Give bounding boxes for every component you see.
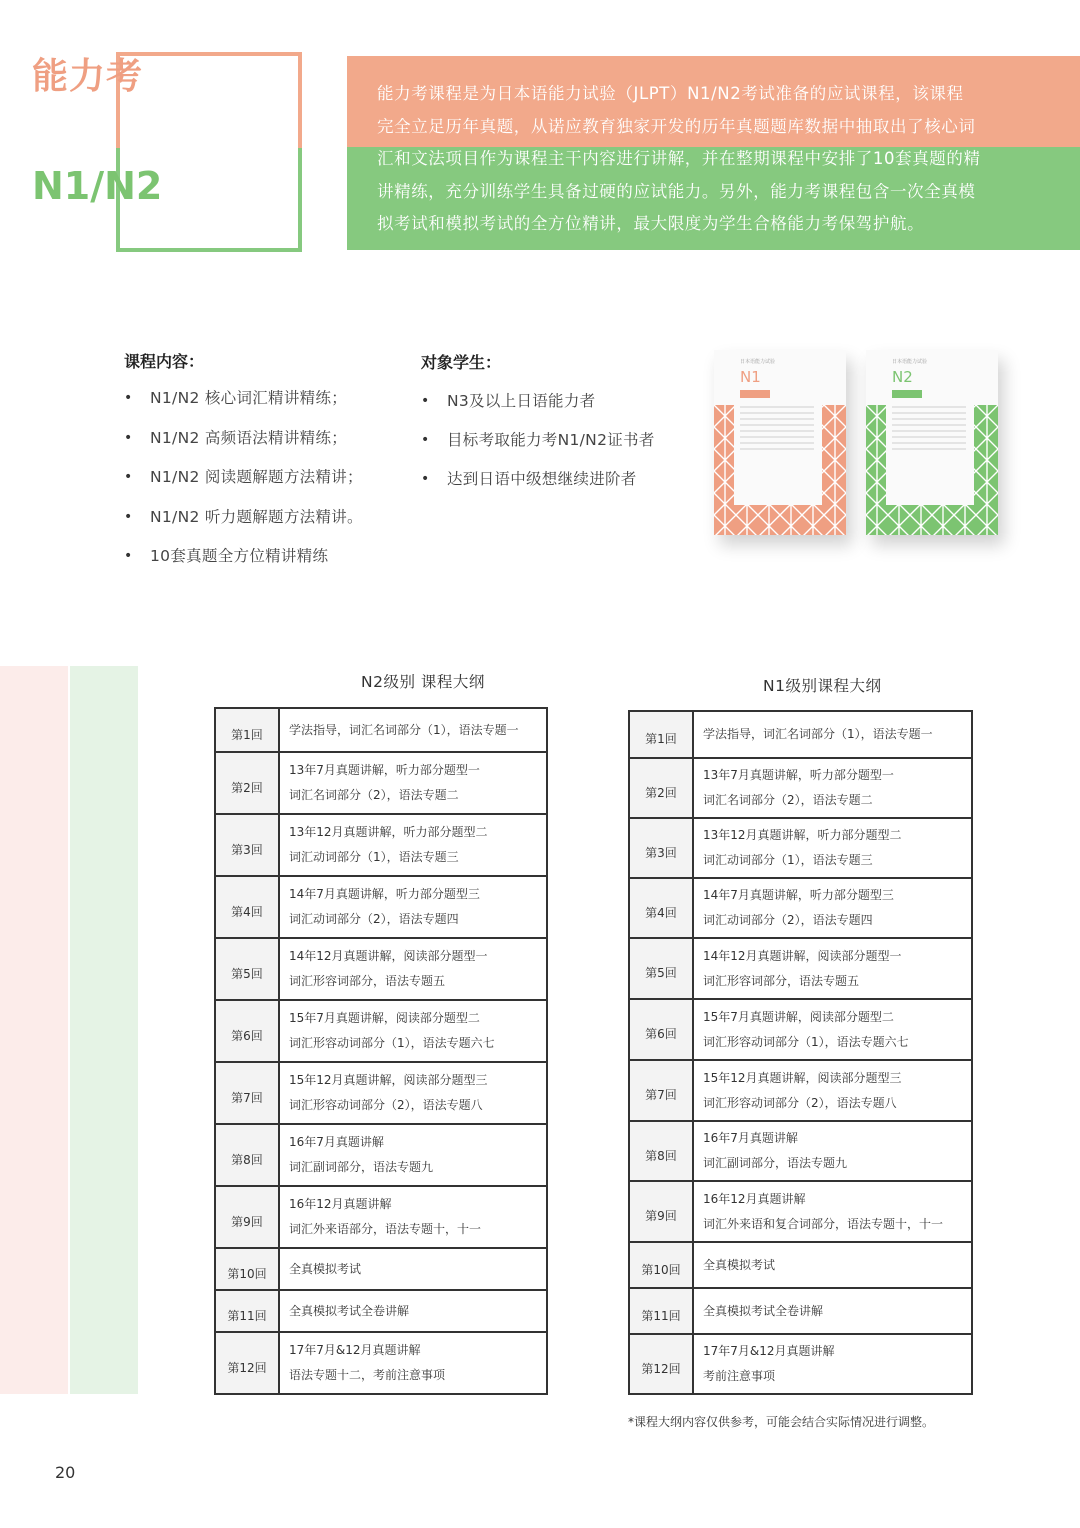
intro-paragraph [377, 78, 1037, 241]
session-description [693, 1242, 972, 1288]
book-pattern [714, 405, 846, 535]
target-students-section [421, 350, 655, 506]
target-student-item: • 达到日语中级想继续进阶者 [421, 467, 655, 506]
n1-table-title: N1级别课程大纲 [763, 677, 882, 695]
intro-line: 完全立足历年真题，从诺应教育独家开发的历年真题题库数据中抽取出了核心词 [377, 116, 976, 136]
course-content-item: • N1/N2 听力题解题方法精讲。 [124, 505, 363, 545]
n2-syllabus-table [214, 707, 548, 1395]
syllabus-row [215, 876, 547, 938]
syllabus-row [215, 1062, 547, 1124]
session-topic-line: 13年12月真题讲解，听力部分题型二 [703, 828, 902, 842]
session-number: 第9回 [629, 1181, 693, 1242]
session-topic-line: 词汇外来语和复合词部分，语法专题十，十一 [703, 1216, 944, 1231]
n1-textbook-cover: 日本语能力试验 N1 [714, 350, 846, 535]
decorative-stripe-green [70, 666, 138, 1394]
syllabus-row [629, 1060, 972, 1121]
session-topic-line: 学法指导，词汇名词部分（1），语法专题一 [289, 722, 519, 737]
session-description [279, 1186, 547, 1248]
session-description [693, 1060, 972, 1121]
syllabus-row [629, 999, 972, 1060]
n2-textbook-cover: 日本语能力试验 N2 [866, 350, 998, 535]
session-topic-line: 15年12月真题讲解，阅读部分题型三 [703, 1070, 902, 1085]
course-badge [116, 52, 302, 252]
session-topic-line: 词汇动词部分（1），语法专题三 [289, 850, 459, 864]
session-description [693, 1181, 972, 1242]
session-description [693, 711, 972, 758]
page-number: 20 [55, 1463, 76, 1482]
session-number: 第12回 [629, 1334, 693, 1394]
session-topic-line: 词汇动词部分（2），语法专题四 [703, 913, 873, 927]
session-number: 第6回 [629, 999, 693, 1060]
intro-line: 汇和文法项目作为课程主干内容进行讲解，并在整期课程中安排了10套真题的精 [377, 149, 981, 168]
session-description [693, 938, 972, 999]
textbook-covers [696, 340, 1046, 575]
syllabus-row [629, 878, 972, 938]
session-number: 第1回 [215, 708, 279, 752]
session-number: 第3回 [215, 814, 279, 876]
session-topic-line: 词汇名词部分（2），语法专题二 [289, 788, 459, 802]
course-content-item: • 10套真题全方位精讲精练 [124, 544, 363, 584]
session-number: 第5回 [215, 938, 279, 1000]
session-description [693, 758, 972, 818]
session-number: 第8回 [215, 1124, 279, 1186]
session-number: 第8回 [629, 1121, 693, 1181]
session-description [693, 878, 972, 938]
session-number: 第2回 [629, 758, 693, 818]
session-number: 第4回 [215, 876, 279, 938]
session-number: 第10回 [629, 1242, 693, 1288]
syllabus-row [629, 1121, 972, 1181]
session-topic-line: 14年12月真题讲解，阅读部分题型一 [703, 948, 902, 963]
target-students-heading: 对象学生： [421, 353, 502, 372]
session-topic-line: 词汇动词部分（1），语法专题三 [703, 853, 873, 867]
badge-subtitle: N1/N2 [32, 164, 163, 208]
session-description [279, 708, 547, 752]
syllabus-row [215, 1332, 547, 1394]
syllabus-row [215, 708, 547, 752]
session-topic-line: 14年7月真题讲解，听力部分题型三 [703, 888, 894, 902]
session-topic-line: 词汇名词部分（2），语法专题二 [703, 793, 873, 807]
session-description [693, 1334, 972, 1394]
session-topic-line: 词汇副词部分，语法专题九 [289, 1160, 434, 1174]
syllabus-row [629, 818, 972, 878]
session-topic-line: 语法专题十二，考前注意事项 [289, 1368, 446, 1382]
course-content-item: • N1/N2 高频语法精讲精练； [124, 426, 363, 466]
session-topic-line: 词汇副词部分，语法专题九 [703, 1156, 848, 1170]
decorative-stripe-pink [0, 666, 68, 1394]
session-number: 第7回 [215, 1062, 279, 1124]
session-description [279, 1290, 547, 1332]
session-topic-line: 16年12月真题讲解 [289, 1197, 392, 1211]
syllabus-row [215, 752, 547, 814]
session-description [279, 938, 547, 1000]
session-topic-line: 17年7月&12月真题讲解 [703, 1344, 835, 1358]
syllabus-row [215, 1000, 547, 1062]
session-topic-line: 词汇外来语部分，语法专题十，十一 [289, 1222, 482, 1236]
session-description [693, 999, 972, 1060]
session-topic-line: 全真模拟考试全卷讲解 [289, 1303, 410, 1318]
session-description [279, 876, 547, 938]
n1-book-label: N1 [740, 368, 761, 386]
course-content-item: • N1/N2 核心词汇精讲精练； [124, 386, 363, 426]
session-number: 第1回 [629, 711, 693, 758]
session-description [693, 818, 972, 878]
syllabus-row [629, 1334, 972, 1394]
session-topic-line: 考前注意事项 [703, 1369, 776, 1383]
session-topic-line: 15年7月真题讲解，阅读部分题型二 [703, 1009, 894, 1024]
syllabus-note: *课程大纲内容仅供参考，可能会结合实际情况进行调整。 [628, 1415, 935, 1429]
session-topic-line: 14年12月真题讲解，阅读部分题型一 [289, 949, 488, 963]
n2-table-title: N2级别 课程大纲 [361, 673, 485, 691]
session-description [693, 1121, 972, 1181]
session-topic-line: 13年12月真题讲解，听力部分题型二 [289, 825, 488, 839]
session-description [279, 1124, 547, 1186]
course-content-heading: 课程内容： [124, 352, 205, 371]
syllabus-row [629, 1181, 972, 1242]
session-topic-line: 16年12月真题讲解 [703, 1191, 806, 1206]
syllabus-row [215, 1124, 547, 1186]
target-student-item: • N3及以上日语能力者 [421, 389, 655, 428]
session-topic-line: 词汇形容词部分，语法专题五 [703, 973, 860, 988]
syllabus-row [629, 938, 972, 999]
session-number: 第4回 [629, 878, 693, 938]
session-topic-line: 全真模拟考试 [289, 1261, 362, 1276]
session-number: 第7回 [629, 1060, 693, 1121]
intro-line: 拟考试和模拟考试的全方位精讲，最大限度为学生合格能力考保驾护航。 [377, 214, 925, 233]
syllabus-row [215, 1248, 547, 1290]
session-number: 第11回 [629, 1288, 693, 1334]
course-content-section [124, 349, 363, 584]
session-topic-line: 15年7月真题讲解，阅读部分题型二 [289, 1011, 480, 1025]
session-topic-line: 词汇形容动词部分（1），语法专题六七 [289, 1036, 495, 1050]
target-student-item: • 目标考取能力考N1/N2证书者 [421, 428, 655, 467]
session-number: 第2回 [215, 752, 279, 814]
session-topic-line: 词汇形容动词部分（2），语法专题八 [289, 1098, 483, 1112]
session-description [279, 1332, 547, 1394]
syllabus-row [629, 758, 972, 818]
session-topic-line: 17年7月&12月真题讲解 [289, 1343, 421, 1357]
session-topic-line: 词汇动词部分（2），语法专题四 [289, 912, 459, 926]
syllabus-row [215, 1290, 547, 1332]
book-pattern [866, 405, 998, 535]
badge-title: 能力考 [32, 56, 144, 97]
intro-block [347, 56, 1080, 250]
session-topic-line: 词汇形容动词部分（2），语法专题八 [703, 1095, 897, 1110]
badge-frame-top [116, 52, 302, 148]
session-description [279, 814, 547, 876]
session-description [279, 1248, 547, 1290]
session-number: 第11回 [215, 1290, 279, 1332]
session-number: 第6回 [215, 1000, 279, 1062]
syllabus-row [629, 1242, 972, 1288]
n1-syllabus-table [628, 710, 973, 1395]
session-description [279, 1062, 547, 1124]
session-topic-line: 学法指导，词汇名词部分（1），语法专题一 [703, 727, 933, 741]
session-topic-line: 16年7月真题讲解 [289, 1135, 384, 1149]
session-number: 第12回 [215, 1332, 279, 1394]
session-topic-line: 词汇形容动词部分（1），语法专题六七 [703, 1034, 909, 1049]
session-topic-line: 全真模拟考试全卷讲解 [703, 1303, 824, 1318]
intro-line: 讲精练，充分训练学生具备过硬的应试能力。另外，能力考课程包含一次全真模 [377, 181, 976, 201]
session-topic-line: 词汇形容词部分，语法专题五 [289, 974, 446, 988]
syllabus-row [215, 938, 547, 1000]
session-description [693, 1288, 972, 1334]
course-content-item: • N1/N2 阅读题解题方法精讲； [124, 465, 363, 505]
session-topic-line: 16年7月真题讲解 [703, 1131, 798, 1145]
syllabus-row [629, 1288, 972, 1334]
session-number: 第3回 [629, 818, 693, 878]
session-number: 第9回 [215, 1186, 279, 1248]
session-topic-line: 15年12月真题讲解，阅读部分题型三 [289, 1073, 488, 1087]
session-description [279, 752, 547, 814]
n2-book-label: N2 [892, 368, 913, 386]
session-topic-line: 13年7月真题讲解，听力部分题型一 [703, 768, 894, 782]
session-number: 第5回 [629, 938, 693, 999]
intro-line: 能力考课程是为日本语能力试验（JLPT）N1/N2考试准备的应试课程，该课程 [377, 84, 964, 103]
syllabus-row [215, 1186, 547, 1248]
session-topic-line: 14年7月真题讲解，听力部分题型三 [289, 887, 480, 901]
session-description [279, 1000, 547, 1062]
session-number: 第10回 [215, 1248, 279, 1290]
syllabus-row [215, 814, 547, 876]
syllabus-row [629, 711, 972, 758]
session-topic-line: 全真模拟考试 [703, 1257, 776, 1272]
session-topic-line: 13年7月真题讲解，听力部分题型一 [289, 763, 480, 777]
